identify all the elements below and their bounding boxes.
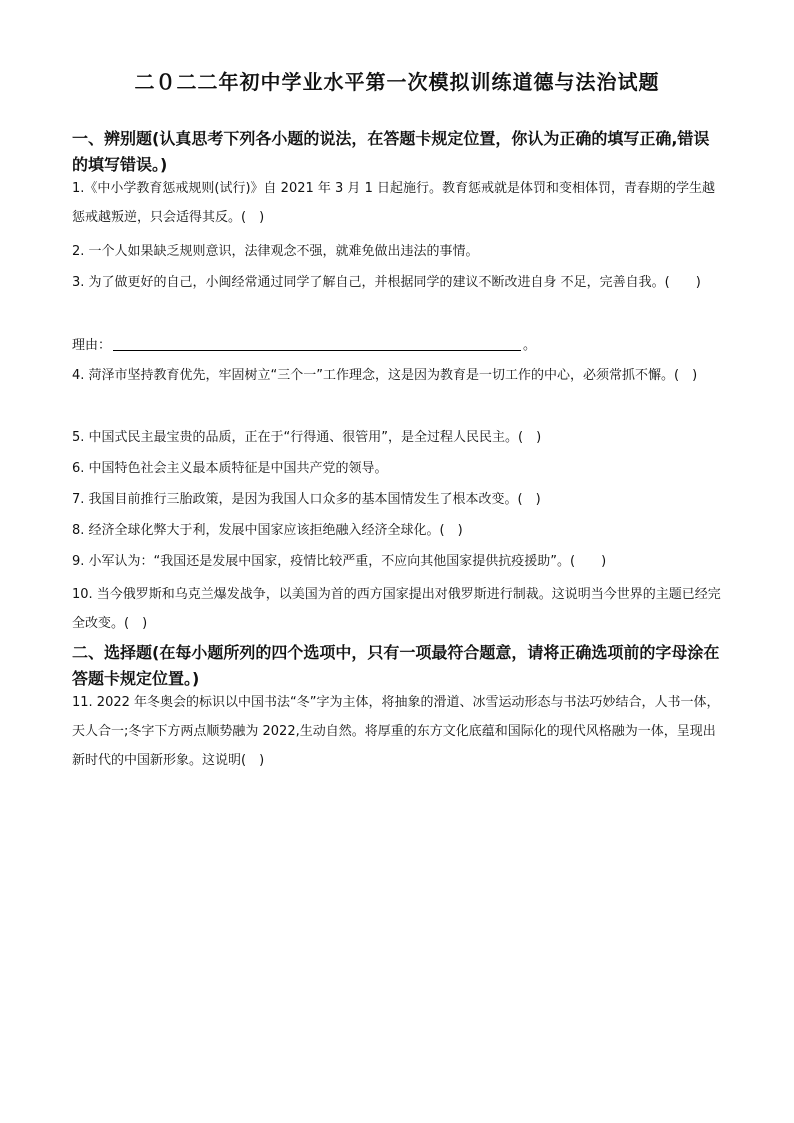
question-2: 2. 一个人如果缺乏规则意识，法律观念不强，就难免做出违法的事情。 bbox=[72, 244, 479, 259]
question-3: 3. 为了做更好的自己，小闽经常通过同学了解自己，并根据同学的建议不断改进自身 不足，完善自我。( ) bbox=[72, 275, 701, 290]
question-6: 6. 中国特色社会主义最本质特征是中国共产党的领导。 bbox=[72, 461, 388, 476]
reason-answer-line[interactable] bbox=[113, 334, 521, 351]
question-9: 9. 小军认为：“我国还是发展中国家，疫情比较严重，不应向其他国家提供抗疫援助”。( ) bbox=[72, 554, 607, 569]
section-1-heading: 一、辨别题(认真思考下列各小题的说法，在答题卡规定位置，你认为正确的填写正确,错误的填写错误。) bbox=[72, 129, 710, 174]
question-11: 11. 2022 年冬奥会的标识以中国书法“冬”字为主体，将抽象的滑道、冰雪运动形态与书法巧妙结合，人书一体，天人合一;冬字下方两点顺势融为 2022,生动自然。将厚重的东方文化底蕴和国际化的现代风格融为一体，呈现出新时代的中国新形象。这说明( ) bbox=[72, 695, 720, 768]
question-10: 10. 当今俄罗斯和乌克兰爆发战争，以美国为首的西方国家提出对俄罗斯进行制裁。这说明当今世界的主题已经完全改变。( ) bbox=[72, 587, 721, 631]
question-7: 7. 我国目前推行三胎政策，是因为我国人口众多的基本国情发生了根本改变。( ) bbox=[72, 492, 541, 507]
reason-label: 理由： bbox=[72, 338, 112, 353]
question-8: 8. 经济全球化弊大于利，发展中国家应该拒绝融入经济全球化。( ) bbox=[72, 523, 463, 538]
exam-title: 二０二二年初中学业水平第一次模拟训练道德与法治试题 bbox=[134, 70, 660, 94]
section-2-heading: 二、选择题(在每小题所列的四个选项中，只有一项最符合题意，请将正确选项前的字母涂在答题卡规定位置。) bbox=[72, 643, 720, 688]
question-3-reason bbox=[72, 331, 536, 360]
question-5: 5. 中国式民主最宝贵的品质，正在于“行得通、很管用”，是全过程人民民主。( ) bbox=[72, 430, 542, 445]
question-1: 1.《中小学教育惩戒规则(试行)》自 2021 年 3 月 1 日起施行。教育惩戒就是体罚和变相体罚，青春期的学生越惩戒越叛逆，只会适得其反。( ) bbox=[72, 181, 715, 225]
question-4: 4. 菏泽市坚持教育优先，牢固树立“三个一”工作理念，这是因为教育是一切工作的中心，必须常抓不懈。( ) bbox=[72, 368, 698, 383]
reason-end: 。 bbox=[523, 338, 537, 353]
